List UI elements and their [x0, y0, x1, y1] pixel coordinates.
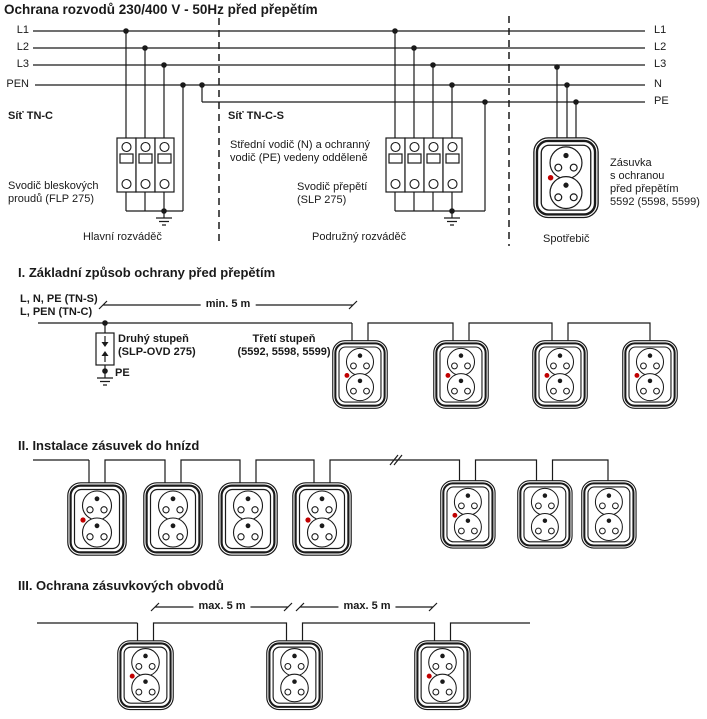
flp-device-label-line2: proudů (FLP 275): [8, 193, 95, 205]
sub-panel-label: Podružný rozváděč: [312, 231, 407, 243]
pe-label: PE: [115, 367, 130, 379]
socket-3-1: [118, 641, 173, 710]
wire-label-n-right: N: [654, 78, 662, 90]
socket-1-3: [533, 341, 587, 409]
protected-socket-label-line4: 5592 (5598, 5599): [610, 196, 700, 208]
consumer-label: Spotřebič: [543, 233, 590, 245]
feed-label: [20, 293, 98, 319]
protected-socket-label-line1: Zásuvka: [610, 157, 652, 169]
socket-3-2: [267, 641, 322, 710]
section1-title: I. Základní způsob ochrany před přepětím: [18, 265, 276, 280]
socket-2-3: [219, 483, 277, 555]
flp-device-label: [8, 180, 99, 206]
socket-2-5: [441, 481, 495, 548]
wire-label-l2-left: L2: [16, 41, 29, 53]
slp-device-label-line1: Svodič přepětí: [297, 181, 368, 193]
socket-1-2: [434, 341, 488, 409]
wire-label-l3-left: L3: [16, 58, 29, 70]
feed-label-line1: L, N, PE (TN-S): [20, 293, 98, 305]
section3-title: III. Ochrana zásuvkových obvodů: [18, 578, 224, 593]
section3-wiring: [37, 603, 530, 641]
dimension-max5m-label-2: max. 5 m: [338, 600, 395, 613]
protected-socket-label-line2: s ochranou: [610, 170, 665, 182]
stage2-label: [118, 333, 196, 359]
socket-2-2: [144, 483, 202, 555]
tncs-note: [230, 139, 370, 165]
stage2-label-line1: Druhý stupeň: [118, 333, 189, 345]
wire-label-l3-right: L3: [654, 58, 667, 70]
diagram-title: Ochrana rozvodů 230/400 V - 50Hz před přepětím: [4, 2, 318, 17]
dimension-min5m-label: min. 5 m: [201, 298, 256, 311]
stage3-label-line1: Třetí stupeň: [252, 333, 316, 345]
stage3-label-line2: (5592, 5598, 5599): [237, 346, 331, 358]
socket-2-4: [293, 483, 351, 555]
main-panel-label: Hlavní rozváděč: [83, 231, 162, 243]
protected-socket-label: [610, 157, 700, 209]
flp-device-label-line1: Svodič bleskových: [8, 180, 99, 192]
slp-device-label-line2: (SLP 275): [297, 194, 347, 206]
feed-label-line2: L, PEN (TN-C): [20, 306, 93, 318]
socket-2-6: [518, 481, 572, 548]
socket-1-1: [333, 341, 387, 409]
socket-2-7: [582, 481, 636, 548]
wire-label-l1-left: L1: [16, 24, 29, 36]
stage3-label: [238, 333, 331, 359]
section2-title: II. Instalace zásuvek do hnízd: [18, 438, 200, 453]
led-indicator: [548, 175, 554, 181]
socket-1-4: [623, 341, 677, 409]
wire-label-pen-left: PEN: [6, 78, 29, 90]
wire-label-l2-right: L2: [654, 41, 667, 53]
net-tncs-label: Síť TN-C-S: [228, 110, 284, 122]
slp-device-label: [297, 181, 367, 207]
tncs-note-line1: Střední vodič (N) a ochranný: [230, 139, 371, 151]
stage2-label-line2: (SLP-OVD 275): [118, 346, 196, 358]
protected-socket-label-line3: před přepětím: [610, 183, 679, 195]
section2-wiring: [33, 455, 608, 483]
socket-3-3: [415, 641, 470, 710]
wire-label-l1-right: L1: [654, 24, 667, 36]
wire-label-pe-right: PE: [654, 95, 669, 107]
tncs-note-line2: vodič (PE) vedeny odděleně: [230, 152, 368, 164]
net-tnc-label: Síť TN-C: [8, 110, 53, 122]
socket-2-1: [68, 483, 126, 555]
protected-socket-top: [534, 138, 598, 218]
dimension-max5m-label-1: max. 5 m: [193, 600, 250, 613]
